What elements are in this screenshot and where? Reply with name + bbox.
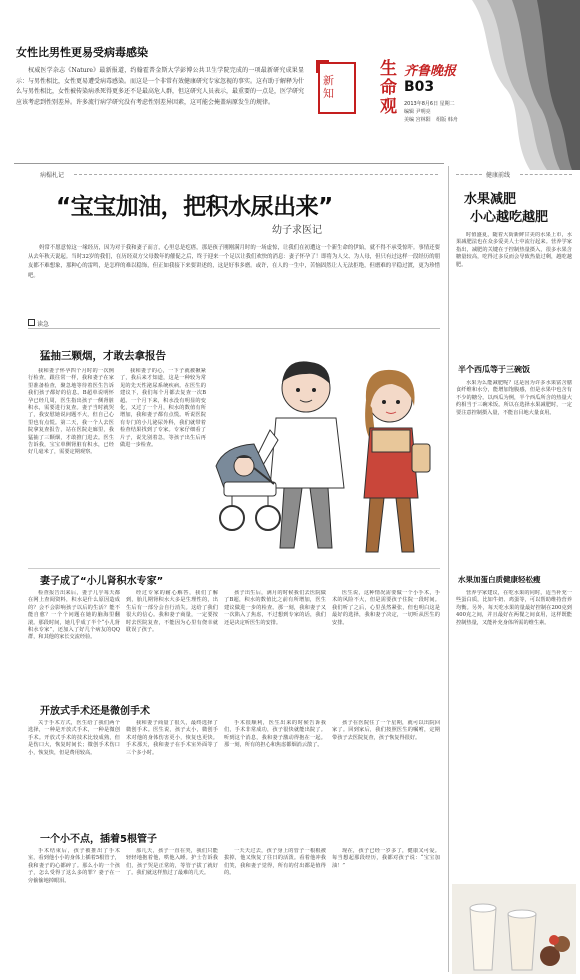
section-3-col-1: 关于手术方式，医生给了我们两个选择，一种是开放式手术，一种是微创手术。开放式手术的技术比较成熟，但是伤口大，恢复时间长；微创手术伤口小，恢复快，但是费用较高。 xyxy=(28,720,120,756)
top-news-body: 权威医学杂志《Nature》最新报道，约翰霍普金斯大学彭博公共卫生学院完成的一项最新研究成果显示：与男性相比，女性更易遭受病毒感染。而这是一个非常有效健康研究专家忽视的事实。这有助于解释为什么与男性相比，女性被传染病杀死得更多还不是最高危人群，但这研究人员表示，最重要的一点是，医学研究应该考虑到性别差异。许多流行病学研究没有考虑性别差异因素，这可能会掩盖病原发生的规律。 xyxy=(16,67,304,106)
xinzhi-badge xyxy=(318,62,356,114)
section-1-col-1: 我和妻子怀孕四个月时的一次例行检查，跟往常一样，我和妻子在家里准备检查，聚急地等待着医生告诉我们孩子都好的信息。B超单说明怀孕已经几周，医生指出孩子一侧肾脏积水，需要进行复查。妻子当时就哭了，我安慰她说问题不大，但自己心里也有点慌。第二天，我一个人去医院拿复查报告，站在医院走廊里，我猛抽了三颗烟，才敢推门进去。医生告诉我，宝宝单侧肾脏有积水，已经好几毫米了，需要定期观察。 xyxy=(28,368,114,456)
designer-line xyxy=(404,116,458,123)
sidebar-divider xyxy=(448,166,449,972)
section-4-col-1: 手术结束后，孩子被推出了手术室，看到他小小的身体上插着5根管子，我和妻子的心都碎了。那么小的一个孩子，怎么受得了这么多的罪？妻子在一旁偷偷地掉眼泪。 xyxy=(28,848,120,884)
feature-lead: 妈常不愿意惊这一缘经历，因为对于我和妻子而言，心里总是疙瘩，那是孩子刚刚满月时的一场虚惊，让我们在初遭这一个新生命的伊始，就不得不承受惊吓。事情还要从去年秋天说起。当时32岁的我们，在历经双方父母数年的催促之后，终于迎来一个足以让我们欢快的消息：妻子怀孕了！即将为人父、为人母，但只有过这样一段经历的朋友都不难想象，那种心的雷鸣，是怎样的难以稳饰，但正如我接下来要讲述的，这是好事多磨。或许，在人的一生中，苦恼固然让人无法拒绝，但磨难的平稳过渡，更为珍惜吧。 xyxy=(28,245,440,279)
family-illustration xyxy=(214,348,444,564)
reader-tag xyxy=(28,319,49,328)
reader-tag-square xyxy=(28,319,35,326)
page-number: B03 xyxy=(404,79,435,95)
smoothie-illustration xyxy=(452,884,576,974)
sidebar-tag-rule xyxy=(456,174,482,175)
sidebar-headline-2: 小心越吃越肥 xyxy=(470,210,549,225)
sidebar-intro: 时值盛夏，随着大街新鲜甘美的水果上市，水果减肥法也在众多爱美人士中流行起来。营养学家指出，减肥的关键在于控制热量摄入，很多水果含糖量较高，吃得过多反而会导致热量过剩，越吃越肥。 xyxy=(456,232,572,268)
top-separator xyxy=(14,163,444,164)
section-3-col-2: 我和妻子商量了很久，最终选择了微创手术。医生说，孩子太小，微创手术对他的身体伤害更小，恢复也更快。手术那天，我和妻子在手术室外面等了三个多小时。 xyxy=(126,720,218,756)
section-3-subhead: 开放式手术还是微创手术 xyxy=(40,706,150,717)
section-2-col-3: 孩子出生后，满月的时候我们去医院做了B超，积水的数值比之前有所增加，医生建议做进一步的检查。那一刻，我和妻子又一次陷入了焦虑，不过想到专家的话，我们还是决定听医生的安排。 xyxy=(224,590,326,626)
feature-column-tag: 病榻札记 xyxy=(40,172,65,179)
section-name: 生命观 xyxy=(380,59,397,117)
editor-line: 编辑 尹明亮 xyxy=(404,109,431,115)
xinzhi-corner-decoration xyxy=(316,60,329,73)
section-1-subhead: 猛抽三颗烟，才敢去拿报告 xyxy=(40,350,166,362)
feature-headline: “宝宝加油，把积水尿出来” xyxy=(56,194,333,220)
paper-name: 齐鲁晚报 xyxy=(404,64,457,79)
section-2-col-2: 经过专家的耐心解答，我们了解到，胎儿期肾积水大多是生理性的，出生后有一部分会自行消失。这给了我们很大的信心。我和妻子商量，一定要按时去医院复查，不能因为心里有侥幸就耽误了孩子。 xyxy=(126,590,218,634)
sidebar-tag-rule-right xyxy=(520,174,572,175)
reader-tag-label: 读急 xyxy=(37,321,50,328)
ink-brush-decoration xyxy=(452,0,580,170)
feature-byline: 幼子求医记 xyxy=(272,225,322,236)
top-news-title: 女性比男性更易受病毒感染 xyxy=(16,46,148,59)
proofreader: 组版 韩舟 xyxy=(436,117,458,123)
section-4-col-2: 那几天，孩子一直在哭，我们只能轻轻地抱着他，哄他入睡。护士告诉我们，孩子哭是正常的，等管子拔了就好了。我们就这样熬过了最难的几天。 xyxy=(126,848,218,877)
sidebar-headline-1: 水果减肥 xyxy=(464,192,517,207)
section-2-col-4: 医生说，这种情况需要做一个小手术，手术的风险不大，但是需要孩子住院一段时间。我们听了之后，心里虽然紧张，但也明白这是最好的选择，我和妻子决定，一切听从医生的安排。 xyxy=(332,590,440,626)
sidebar-text-2: 营养学家建议，在吃水果的同时，适当补充一些蛋白质，比如牛奶、鸡蛋等，可以帮助维持营养均衡。另外，每天吃水果的量最好控制在200克到400克之间，并且最好在两餐之间食用，这样既能控制热量，又能补充身体所需的维生素。 xyxy=(456,590,572,626)
sidebar-text-1: 水果为么能减肥呢？这是因为许多水果富含膳食纤维和水分，能增加饱腹感，但是水果中也含有不少的糖分。以西瓜为例，半个西瓜所含的热量大约相当于三碗米饭。所以在选择水果减肥时，一定要注意控制摄入量，不能盲目地大量食用。 xyxy=(456,380,572,416)
feature-tag-rule xyxy=(74,174,438,175)
designer: 美编 宫林阳 xyxy=(404,117,431,123)
lead-separator xyxy=(28,328,440,329)
section-2-col-1: 检查报告出来后，妻子几乎每天都在网上查阅资料，积水是什么原因造成的？会不会影响孩子以后的生活？能不能自愈？一个个问题在她的脑海里翻滚。那段时间，她几乎成了半个“小儿肾积水专家”，还加入了好几个病友的QQ群，和其他的家长交流经验。 xyxy=(28,590,120,641)
section-1-col-2: 我和妻子的心，一下子就被揪紧了，我后来才知道，这是一种较为常见的先天性泌尿系统疾病。在医生的建议下，我们每个月都去复查一次B超。一个月下来，积水没有明显的变化，又过了一个月，积水的数值有所增加，我和妻子都有点慌。听说医院有专门的小儿泌尿外科，我们就带着检查结果找到了专家。专家仔细看了片子，说先别着急，等孩子出生后再做进一步检查。 xyxy=(120,368,206,449)
section-1-divider xyxy=(28,568,440,569)
date-line: 2013年8月6日 星期二 xyxy=(404,101,455,107)
section-4-col-4: 现在，孩子已经一岁多了，健康又可爱。每当想起那段经历，我都对孩子说：“宝宝加油！” xyxy=(332,848,440,869)
top-news-box xyxy=(14,34,306,152)
section-2-subhead: 妻子成了“小儿肾积水专家” xyxy=(40,576,164,587)
section-3-col-3: 手术很顺利，医生出来的时候告诉我们，手术非常成功，孩子很快就能出院了。听到这个消息，我和妻子激动得抱在一起。那一刻，所有的担心和焦虑都烟消云散了。 xyxy=(224,720,326,749)
section-4-subhead: 一个小不点，插着5根管子 xyxy=(40,834,157,845)
sidebar-column-tag: 健康前线 xyxy=(486,172,511,179)
section-3-col-4: 孩子在医院住了一个星期，就可以出院回家了。回到家后，我们按照医生的嘱咐，定期带孩子去医院复查，孩子恢复得很好。 xyxy=(332,720,440,741)
sidebar-subhead-1: 半个西瓜等于三碗饭 xyxy=(458,365,530,374)
sidebar-subhead-2: 水果加蛋白质健康轻松瘦 xyxy=(458,575,541,584)
section-4-col-3: 一天天过去，孩子身上的管子一根根被拔掉，他又恢复了往日的活泼。看着他冲我们笑，我和妻子觉得，所有的付出都是值得的。 xyxy=(224,848,326,877)
xinzhi-label: 新知 xyxy=(323,74,334,100)
